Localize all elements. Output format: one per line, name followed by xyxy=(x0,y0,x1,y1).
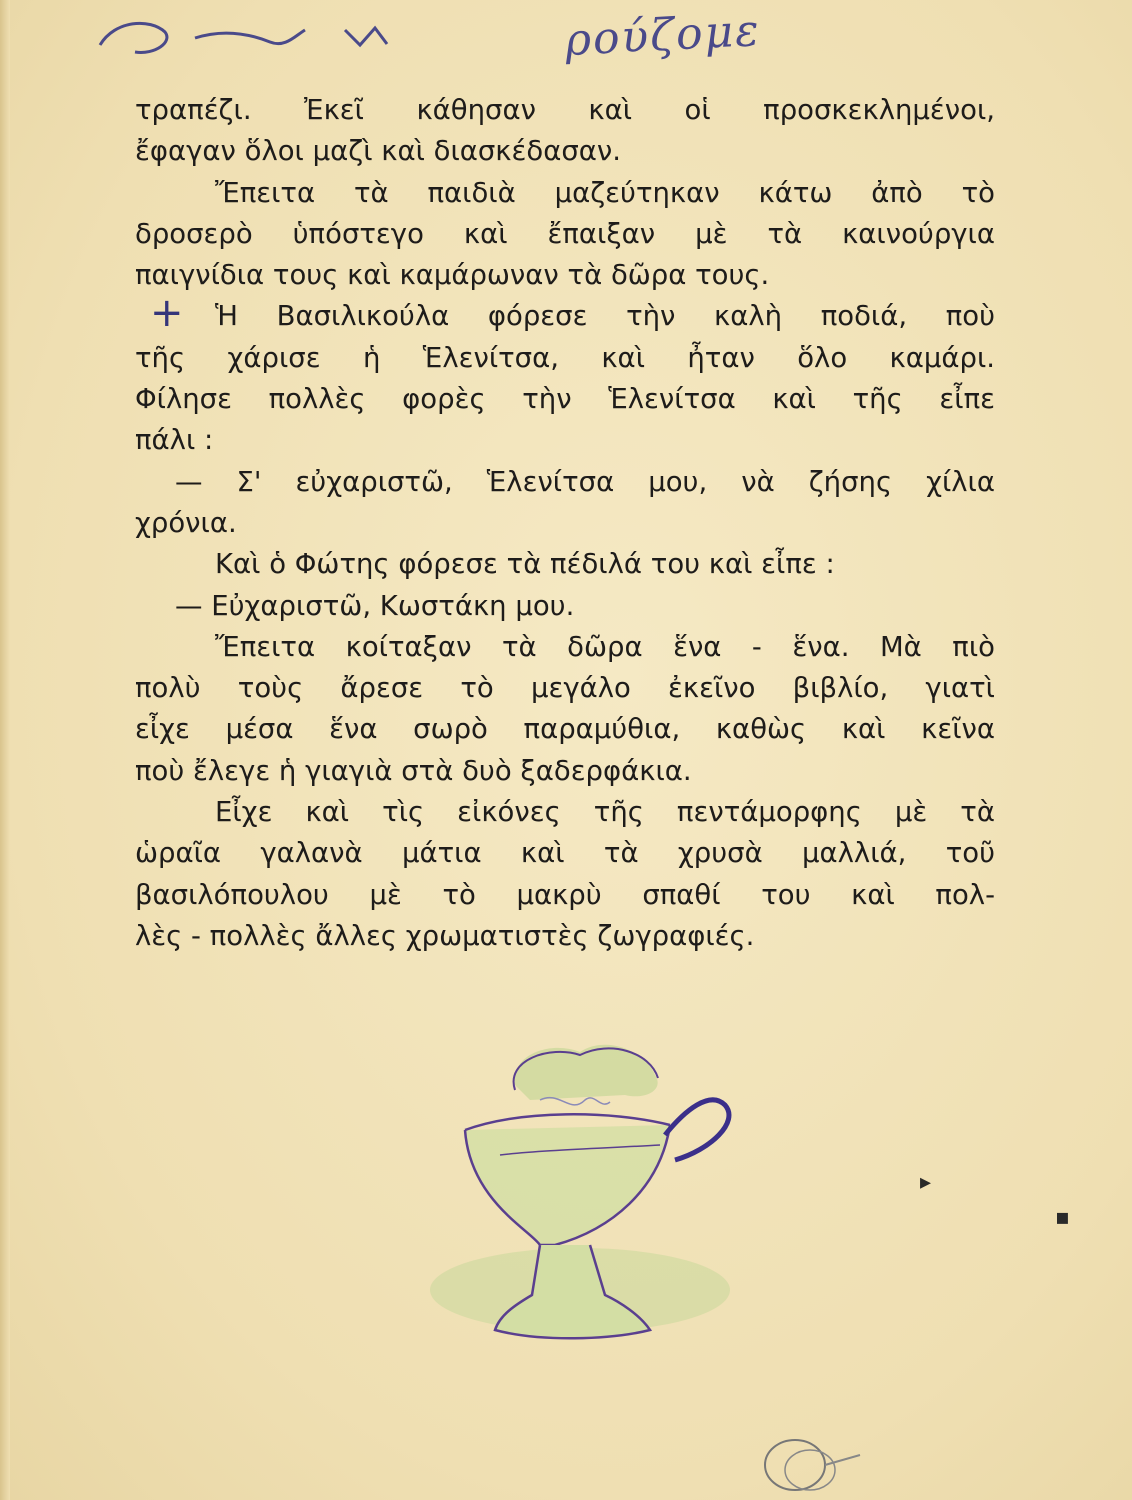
text-line: — Εὐχαριστῶ, Κωστάκη μου. xyxy=(175,589,575,622)
margin-plus-mark: + xyxy=(150,290,184,336)
text-line: τῆς χάρισε ἡ Ἑλενίτσα, καὶ ἦταν ὅλο καμάρι. xyxy=(135,341,995,374)
handwritten-note xyxy=(95,0,762,85)
text-line: παιγνίδια τους καὶ καμάρωναν τὰ δῶρα τους. xyxy=(135,259,770,292)
ink-speck: ▸ xyxy=(920,1170,932,1195)
text-line: τραπέζι. Ἐκεῖ κάθησαν καὶ οἱ προσκεκλημένοι, xyxy=(135,94,995,126)
text-line: Ἔπειτα τὰ παιδιὰ μαζεύτηκαν κάτω ἀπὸ τὸ xyxy=(215,176,995,209)
text-line: βασιλόπουλου μὲ τὸ μακρὺ σπαθί του καὶ πολ- xyxy=(135,878,995,911)
text-line: δροσερὸ ὑπόστεγο καὶ ἔπαιξαν μὲ τὰ καινούργια xyxy=(135,217,995,250)
text-line: Εἶχε καὶ τὶς εἰκόνες τῆς πεντάμορφης μὲ τὰ xyxy=(215,796,995,829)
handwritten-word: ρούζομε xyxy=(563,4,762,67)
text-line: εἶχε μέσα ἕνα σωρὸ παραμύθια, καθὼς καὶ κεῖνα xyxy=(135,713,995,746)
text-line: — Σ' εὐχαριστῶ, Ἑλενίτσα μου, νὰ ζήσης χίλια xyxy=(175,465,995,498)
text-line: ἔφαγαν ὅλοι μαζὶ καὶ διασκέδασαν. xyxy=(135,135,621,168)
cup-illustration xyxy=(420,1030,780,1360)
pencil-scribble-icon xyxy=(755,1425,865,1500)
ink-speck: ▪ xyxy=(1055,1205,1070,1230)
text-line: Φίλησε πολλὲς φορὲς τὴν Ἑλενίτσα καὶ τῆς εἶπε xyxy=(135,383,995,416)
page-fold xyxy=(0,0,10,1500)
text-line: Καὶ ὁ Φώτης φόρεσε τὰ πέδιλά του καὶ εἶπε : xyxy=(215,548,835,581)
text-line: Ἡ Βασιλικούλα φόρεσε τὴν καλὴ ποδιά, ποὺ xyxy=(215,300,995,333)
text-line: ποὺ ἔλεγε ἡ γιαγιὰ στὰ δυὸ ξαδερφάκια. xyxy=(135,754,692,787)
text-line: πάλι : xyxy=(135,424,214,457)
text-line: λὲς - πολλὲς ἄλλες χρωματιστὲς ζωγραφιές. xyxy=(135,919,755,952)
text-line: χρόνια. xyxy=(135,506,237,539)
text-line: ὡραῖα γαλανὰ μάτια καὶ τὰ χρυσὰ μαλλιά, τοῦ xyxy=(135,837,995,870)
text-line: πολὺ τοὺς ἄρεσε τὸ μεγάλο ἐκεῖνο βιβλίο, γιατὶ xyxy=(135,672,995,705)
body-text xyxy=(135,90,995,957)
text-line: Ἔπειτα κοίταξαν τὰ δῶρα ἕνα - ἕνα. Μὰ πιὸ xyxy=(215,630,995,663)
